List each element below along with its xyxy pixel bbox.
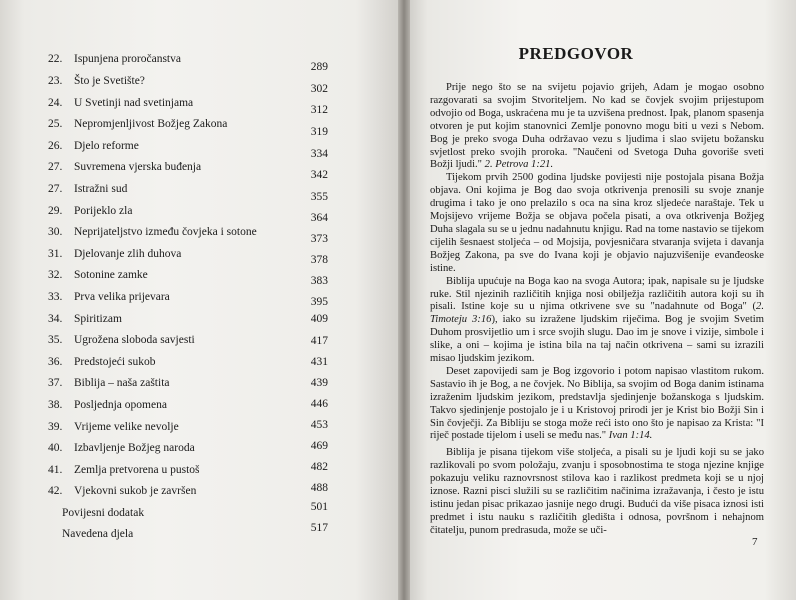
scripture-reference: Ivan 1:14. <box>608 430 653 442</box>
toc-entry-page: 355 <box>310 191 328 203</box>
page-number: 7 <box>752 536 758 548</box>
preface-paragraph <box>430 366 764 443</box>
toc-entry-title: Navedena djela <box>62 528 134 540</box>
scripture-reference: 2. Petrova 1:21. <box>484 159 554 171</box>
toc-entry-page: 439 <box>310 377 328 389</box>
toc-entry-number: 38. <box>48 399 63 411</box>
toc-entry-number: 41. <box>48 464 63 476</box>
toc-entry-number: 27. <box>48 161 63 173</box>
toc-entry-title: Prva velika prijevara <box>74 291 170 303</box>
toc-entry-page: 469 <box>310 440 328 452</box>
toc-entry-page: 319 <box>310 126 328 138</box>
toc-entry <box>0 288 404 306</box>
toc-entry-title: Vrijeme velike nevolje <box>74 421 179 433</box>
toc-entry-title: Izbavljenje Božjeg naroda <box>74 442 195 454</box>
toc-entry-page: 378 <box>310 254 328 266</box>
toc-entry-title: Suvremena vjerska buđenja <box>74 161 202 173</box>
toc-entry-title: Ugrožena sloboda savjesti <box>74 334 195 346</box>
toc-entry <box>0 310 404 328</box>
toc-entry-number: 22. <box>48 53 63 65</box>
preface-paragraph <box>430 82 764 172</box>
toc-entry-title: Biblija – naša zaštita <box>74 377 170 389</box>
toc-entry-number: 40. <box>48 442 63 454</box>
toc-entry <box>0 137 404 160</box>
toc-entry-title: Što je Svetište? <box>74 75 145 87</box>
toc-entry-title: Porijeklo zla <box>74 205 133 217</box>
preface-paragraph <box>430 447 764 537</box>
paragraph-text: Biblija upućuje na Boga kao na svoga Autora; ipak, napisale su je ljudske ruke. Stil njezinih različitih knjiga nosi obilježja različitih autora koji su ih pisali. Istine koje su u njima otkrivene sve su "nadahnute od Boga" ( <box>430 275 764 313</box>
toc-entry-page: 446 <box>310 398 328 410</box>
toc-entry-title: Istražni sud <box>74 183 128 195</box>
toc-entry-page: 517 <box>310 522 328 534</box>
toc-entry-number: 26. <box>48 140 63 152</box>
toc-entry-page: 334 <box>310 148 328 160</box>
scripture-reference: 2. Timoteju 3:16 <box>430 301 764 326</box>
paragraph-text: Prije nego što se na svijetu pojavio grijeh, Adam je mogao osobno razgovarati sa svojim Stvoriteljem. No kad se čovjek svojim prijestupom odvojio od Boga, uskraćena mu je ta uzvišena prednost. Ipak, planom spasenja otvoren je put kojim stanovnici Zemlje ponovno mogu biti u vezi s Nebom. Bog je preko svoga Duha održavao vezu s ljudima i slao svijetu božansku svjetlost preko svojih proroka. "Naučeni od Svetoga Duha govoriše sveti Božji ljudi." <box>430 82 764 171</box>
toc-entry-title: Sotonine zamke <box>74 269 148 281</box>
toc-entry-number: 23. <box>48 75 63 87</box>
toc-entry <box>0 353 404 371</box>
toc-entry-number: 27. <box>48 183 63 195</box>
toc-entry-page: 342 <box>310 169 328 181</box>
toc-entry <box>0 115 404 138</box>
toc-entry <box>0 501 404 522</box>
toc-entry <box>0 522 404 543</box>
toc-entry-title: Zemlja pretvorena u pustoš <box>74 464 200 476</box>
toc-entry-page: 453 <box>310 419 328 431</box>
toc-entry <box>0 202 404 224</box>
preface-heading: PREDGOVOR <box>518 44 634 63</box>
toc-entry-page: 482 <box>310 461 328 473</box>
toc-entry-title: Posljednja opomena <box>74 399 167 411</box>
toc-entry-number: 30. <box>48 226 63 238</box>
toc-entry-number: 35. <box>48 334 63 346</box>
toc-entry-title: Nepromjenljivost Božjeg Zakona <box>74 118 228 130</box>
paragraph-text: ), iako su izražene ljudskim riječima. Bog je svojim Svetim Duhom prosvijetlio um i srce svojih slugu. Dao im je snove i vizije, simbole i slike, a oni – kojima je istina bila na taj način otkrivena – sami su izrazili misao ljudskim jezikom. <box>430 314 764 365</box>
toc-entry-page: 501 <box>310 501 328 513</box>
toc-entry <box>0 396 404 414</box>
toc-entry-page: 373 <box>310 233 328 245</box>
toc-entry <box>0 180 404 203</box>
toc-entry <box>0 331 404 349</box>
toc-entry-page: 431 <box>310 356 328 368</box>
toc-entry-title: Spiritizam <box>74 313 122 325</box>
toc-entry-number: 33. <box>48 291 63 303</box>
toc-entry <box>0 266 404 287</box>
toc-entry-title: Djelo reforme <box>74 140 139 152</box>
toc-entry-title: Djelovanje zlih duhova <box>74 248 182 260</box>
toc-entry-page: 312 <box>310 104 328 116</box>
paragraph-text: Biblija je pisana tijekom više stoljeća, a pisali su je ljudi koji su se jako razlikovali po svom položaju, zvanju i sposobnostima te stoga njezine knjige pokazuju veliku raznovrsnost stilova kao i razlikost predmeta koji se u njoj iznose. Razni pisci služili su se različitim načinima izražavanja, i često je istu istinu jedan pisac prikazao jasnije nego drugi. Budući da više pisaca iznosi isti predmet i istu nauku s različitih gledišta i odnosa, površnom i nehajnom čitatelju, punom predrasuda, može se uči- <box>430 447 764 536</box>
preface-paragraph <box>430 172 764 275</box>
paragraph-text: Tijekom prvih 2500 godina ljudske povijesti nije postojala pisana Božja objava. Oni kojima je Bog dao svoja otkrivenja prenosili su svoje znanje drugima i tako je ono prelazilo s oca na sina kroz sljedeće naraštaje. Tek u Mojsijevo vrijeme Božja se objava počela pisati, a ova otkrivenja Božjeg Duha slagala su se u jednu nadahnutu knjigu. Rad na tome nastavio se tijekom cijelih šesnaest stoljeća – od Mojsija, povjesničara stvaranja svijeta i davanja Božjeg Zakona, pa sve do Ivana koji je objavio najuzvišenije evanđeoske istine. <box>430 172 764 274</box>
toc-entry-number: 29. <box>48 205 63 217</box>
toc-entry-page: 302 <box>310 83 328 95</box>
toc-entry-page: 417 <box>310 335 328 347</box>
toc-entry <box>0 72 404 95</box>
toc-entry <box>0 50 404 73</box>
toc-entry-number: 32. <box>48 269 63 281</box>
toc-entry-page: 488 <box>310 482 328 494</box>
paragraph-text: Deset zapovijedi sam je Bog izgovorio i potom napisao vlastitom rukom. Sastavio ih je Bog, a ne čovjek. No Biblija, sa svojim od Boga danim istinama izraženim ljudskim jezikom, predstavlja sjedinjenje božanskoga s ljudskim. Takvo sjedinjenje postojalo je i u Kristovoj prirodi jer je Krist bio Božji Sin i Sin čovječji. Za Bibliju se stoga može reći isto ono što je napisao za Krista: "I riječ postade tijelom i useli se među nas." <box>430 365 764 442</box>
toc-entry <box>0 482 404 500</box>
toc-entry-number: 37. <box>48 377 63 389</box>
toc-entry-title: Ispunjena proročanstva <box>74 53 181 65</box>
preface-body <box>430 82 764 538</box>
toc-entry-title: Vjekovni sukob je završen <box>74 485 197 497</box>
toc-entry-page: 409 <box>310 313 328 325</box>
toc-entry-title: U Svetinji nad svetinjama <box>74 97 194 109</box>
toc-entry-page: 383 <box>310 275 328 287</box>
toc-entry <box>0 418 404 436</box>
toc-entry-page: 395 <box>310 296 328 308</box>
toc-entry <box>0 461 404 479</box>
toc-entry-number: 36. <box>48 356 63 368</box>
toc-entry-title: Povijesni dodatak <box>62 507 145 519</box>
toc-entry-number: 39. <box>48 421 63 433</box>
toc-entry <box>0 374 404 392</box>
toc-entry <box>0 223 404 245</box>
toc-entry-number: 25. <box>48 118 63 130</box>
toc-entry <box>0 158 404 181</box>
preface-paragraph <box>430 276 764 366</box>
toc-entry <box>0 245 404 266</box>
toc-entry-number: 24. <box>48 97 63 109</box>
toc-entry-number: 34. <box>48 313 63 325</box>
toc-entry <box>0 439 404 457</box>
toc-entry-title: Predstojeći sukob <box>74 356 156 368</box>
toc-entry-page: 289 <box>310 61 328 73</box>
toc-entry-title: Neprijateljstvo između čovjeka i sotone <box>74 226 257 238</box>
toc-entry-page: 364 <box>310 212 328 224</box>
toc-entry-number: 42. <box>48 485 63 497</box>
toc-entry <box>0 94 404 116</box>
toc-entry-number: 31. <box>48 248 63 260</box>
